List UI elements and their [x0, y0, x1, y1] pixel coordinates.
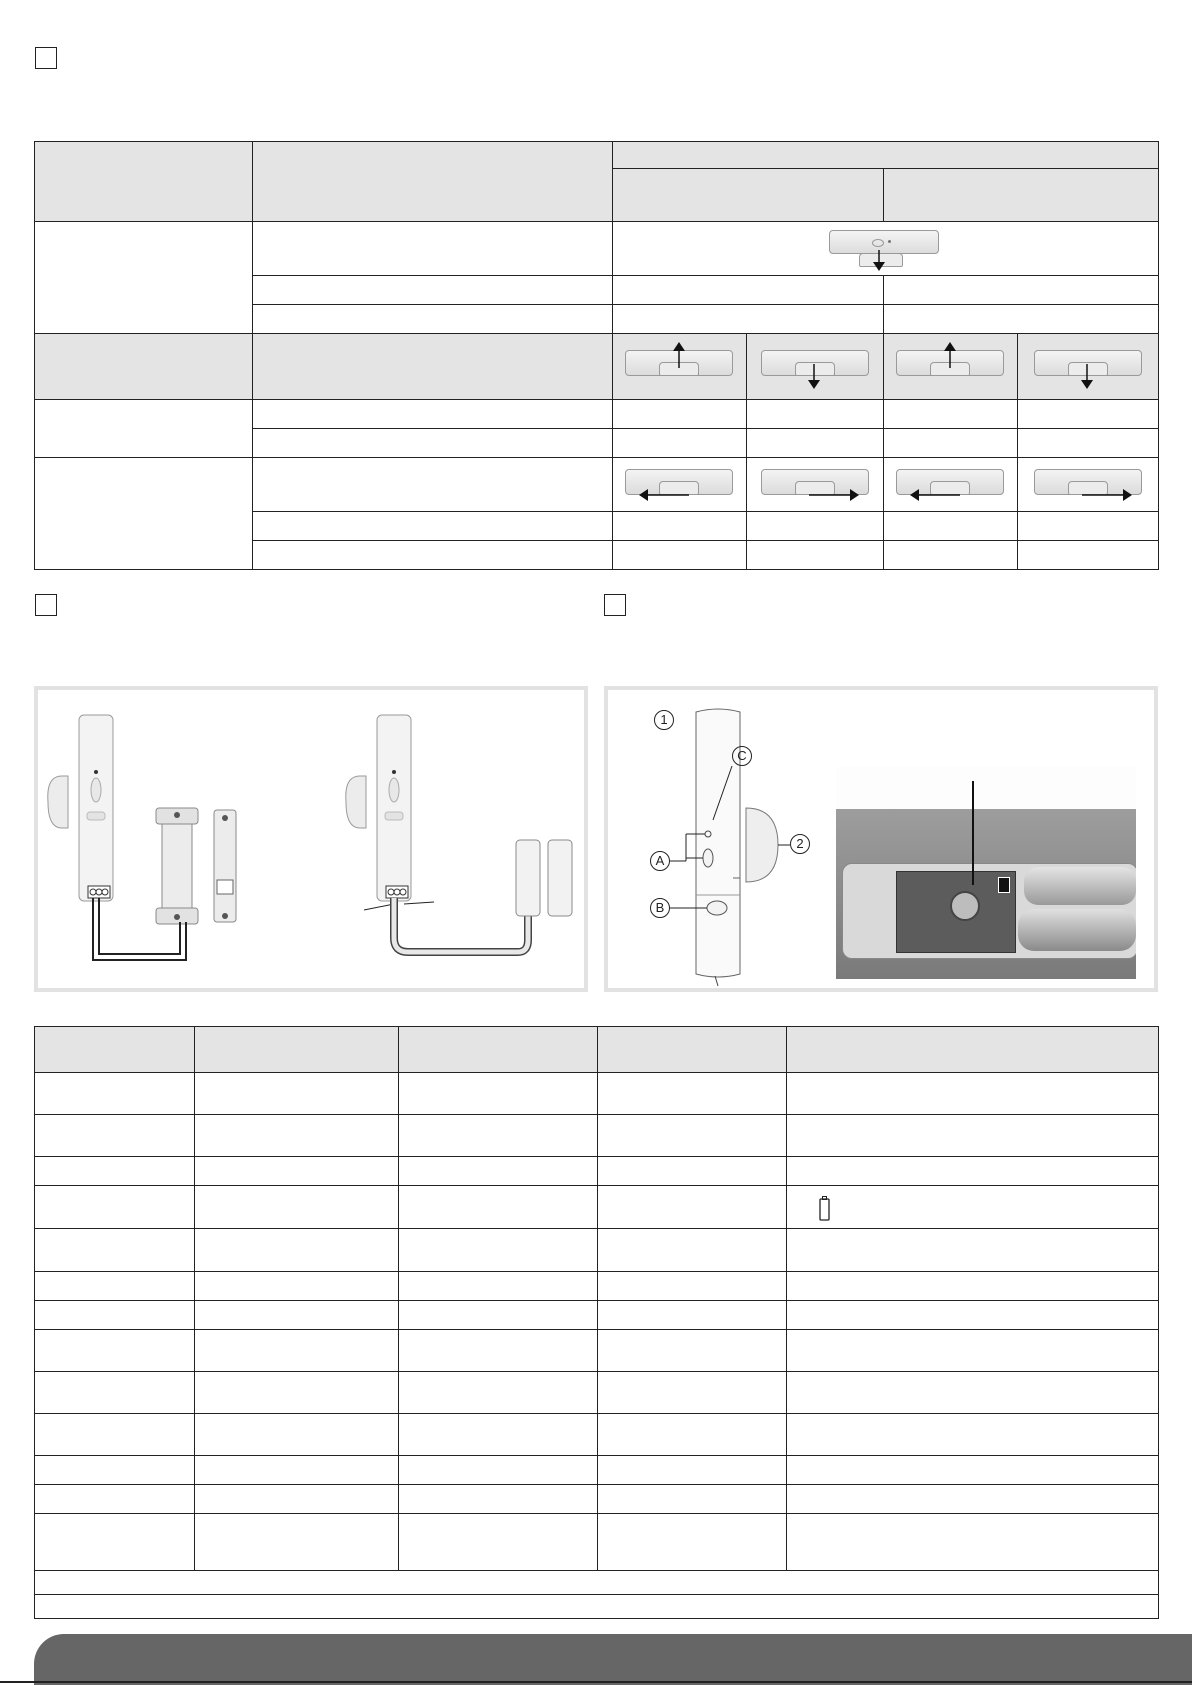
fig-cell-down-1: [747, 334, 884, 400]
arrow-right-icon: [809, 488, 859, 502]
open-device-photo: [836, 767, 1136, 979]
table-row: [35, 1115, 1159, 1157]
fig-cell-right-1: [747, 458, 884, 512]
header-cell-1: [35, 142, 253, 222]
row-5-desc: [253, 400, 613, 429]
tech-header-2: [195, 1027, 399, 1073]
fig-cell-up-1: [613, 334, 747, 400]
table-row: [35, 1229, 1159, 1272]
row-5-val-2: [747, 400, 884, 429]
row-9-desc: [253, 541, 613, 570]
callout-1: [654, 710, 674, 730]
section-checkbox-top[interactable]: [35, 47, 57, 69]
table-row: [35, 1301, 1159, 1330]
section-checkbox-wiring[interactable]: [35, 594, 57, 616]
setting-table: [34, 141, 1159, 570]
row-group-3-label: [35, 400, 253, 458]
row-1-desc: [253, 222, 613, 276]
row-1-figure-cell: [613, 222, 1159, 276]
row-5-val-4: [1018, 400, 1159, 429]
row-group-1-label: [35, 222, 253, 334]
row-9-val-3: [884, 541, 1018, 570]
wiring-diagram-panel: [34, 686, 588, 992]
row-9-val-4: [1018, 541, 1159, 570]
row-5-val-3: [884, 400, 1018, 429]
arrow-up-icon: [669, 342, 689, 368]
footer-bar: [34, 1634, 1192, 1685]
row-4-desc: [253, 334, 613, 400]
technical-data-table: [34, 1026, 1159, 1619]
row-6-val-1: [613, 429, 747, 458]
arrow-up-icon: [940, 342, 960, 368]
arrow-down-icon: [804, 364, 824, 390]
tech-header-3: [399, 1027, 598, 1073]
battery-1: [1024, 867, 1136, 905]
arrow-left-icon: [639, 488, 689, 502]
row-group-4-label: [35, 458, 253, 570]
row-2-val-1: [613, 276, 884, 305]
callout-c: [732, 746, 752, 766]
bottom-rule: [0, 1681, 1192, 1683]
battery-indicator-cell: [787, 1186, 1159, 1229]
fig-cell-down-2: [1018, 334, 1159, 400]
table-row: [35, 1330, 1159, 1372]
row-3-val-1: [613, 305, 884, 334]
row-group-2-label: [35, 334, 253, 400]
fig-cell-right-2: [1018, 458, 1159, 512]
header-cell-sub-2: [884, 169, 1159, 222]
table-row: [35, 1514, 1159, 1571]
row-6-val-3: [884, 429, 1018, 458]
callout-a-label: A: [655, 853, 665, 868]
row-2-val-2: [884, 276, 1159, 305]
arrow-left-icon: [910, 488, 960, 502]
callout-2-label: 2: [796, 836, 804, 851]
battery-icon: [819, 1196, 831, 1222]
header-cell-group: [613, 142, 1159, 169]
row-2-desc: [253, 276, 613, 305]
row-8-val-1: [613, 512, 747, 541]
arrow-down-icon: [869, 250, 889, 272]
table-row: [35, 1073, 1159, 1115]
row-3-desc: [253, 305, 613, 334]
header-cell-2: [253, 142, 613, 222]
callout-b: [650, 898, 670, 918]
callout-b-label: B: [655, 900, 665, 915]
table-row: [35, 1372, 1159, 1414]
table-row: [35, 1414, 1159, 1456]
row-9-val-1: [613, 541, 747, 570]
device-led-dot-2: [888, 240, 891, 243]
table-note-row: [35, 1595, 1159, 1619]
row-8-val-3: [884, 512, 1018, 541]
arrow-right-icon: [1082, 488, 1132, 502]
row-6-desc: [253, 429, 613, 458]
section-checkbox-internals[interactable]: [604, 594, 626, 616]
table-row: [35, 1157, 1159, 1186]
dip-switch: [998, 877, 1010, 893]
row-3-val-2: [884, 305, 1159, 334]
fig-cell-left-2: [884, 458, 1018, 512]
tech-header-5: [787, 1027, 1159, 1073]
table-row: [35, 1485, 1159, 1514]
callout-c-label: C: [737, 748, 747, 763]
row-5-val-1: [613, 400, 747, 429]
callout-1-label: 1: [660, 712, 668, 727]
row-8-val-4: [1018, 512, 1159, 541]
table-row: [35, 1272, 1159, 1301]
wiring-illustration: [38, 690, 584, 988]
fig-cell-up-2: [884, 334, 1018, 400]
table-row: [35, 1186, 1159, 1229]
callout-2: [790, 834, 810, 854]
row-7-desc: [253, 458, 613, 512]
row-8-desc: [253, 512, 613, 541]
callout-a: [650, 851, 670, 871]
table-note-row: [35, 1571, 1159, 1595]
row-6-val-2: [747, 429, 884, 458]
device-led-dot: [872, 239, 884, 247]
row-9-val-2: [747, 541, 884, 570]
header-cell-sub-1: [613, 169, 884, 222]
device-internals-panel: [604, 686, 1158, 992]
row-6-val-4: [1018, 429, 1159, 458]
tech-header-4: [598, 1027, 787, 1073]
row-8-val-2: [747, 512, 884, 541]
battery-2: [1018, 909, 1136, 951]
fig-cell-left-1: [613, 458, 747, 512]
tech-header-1: [35, 1027, 195, 1073]
table-row: [35, 1456, 1159, 1485]
arrow-down-icon: [1077, 364, 1097, 390]
